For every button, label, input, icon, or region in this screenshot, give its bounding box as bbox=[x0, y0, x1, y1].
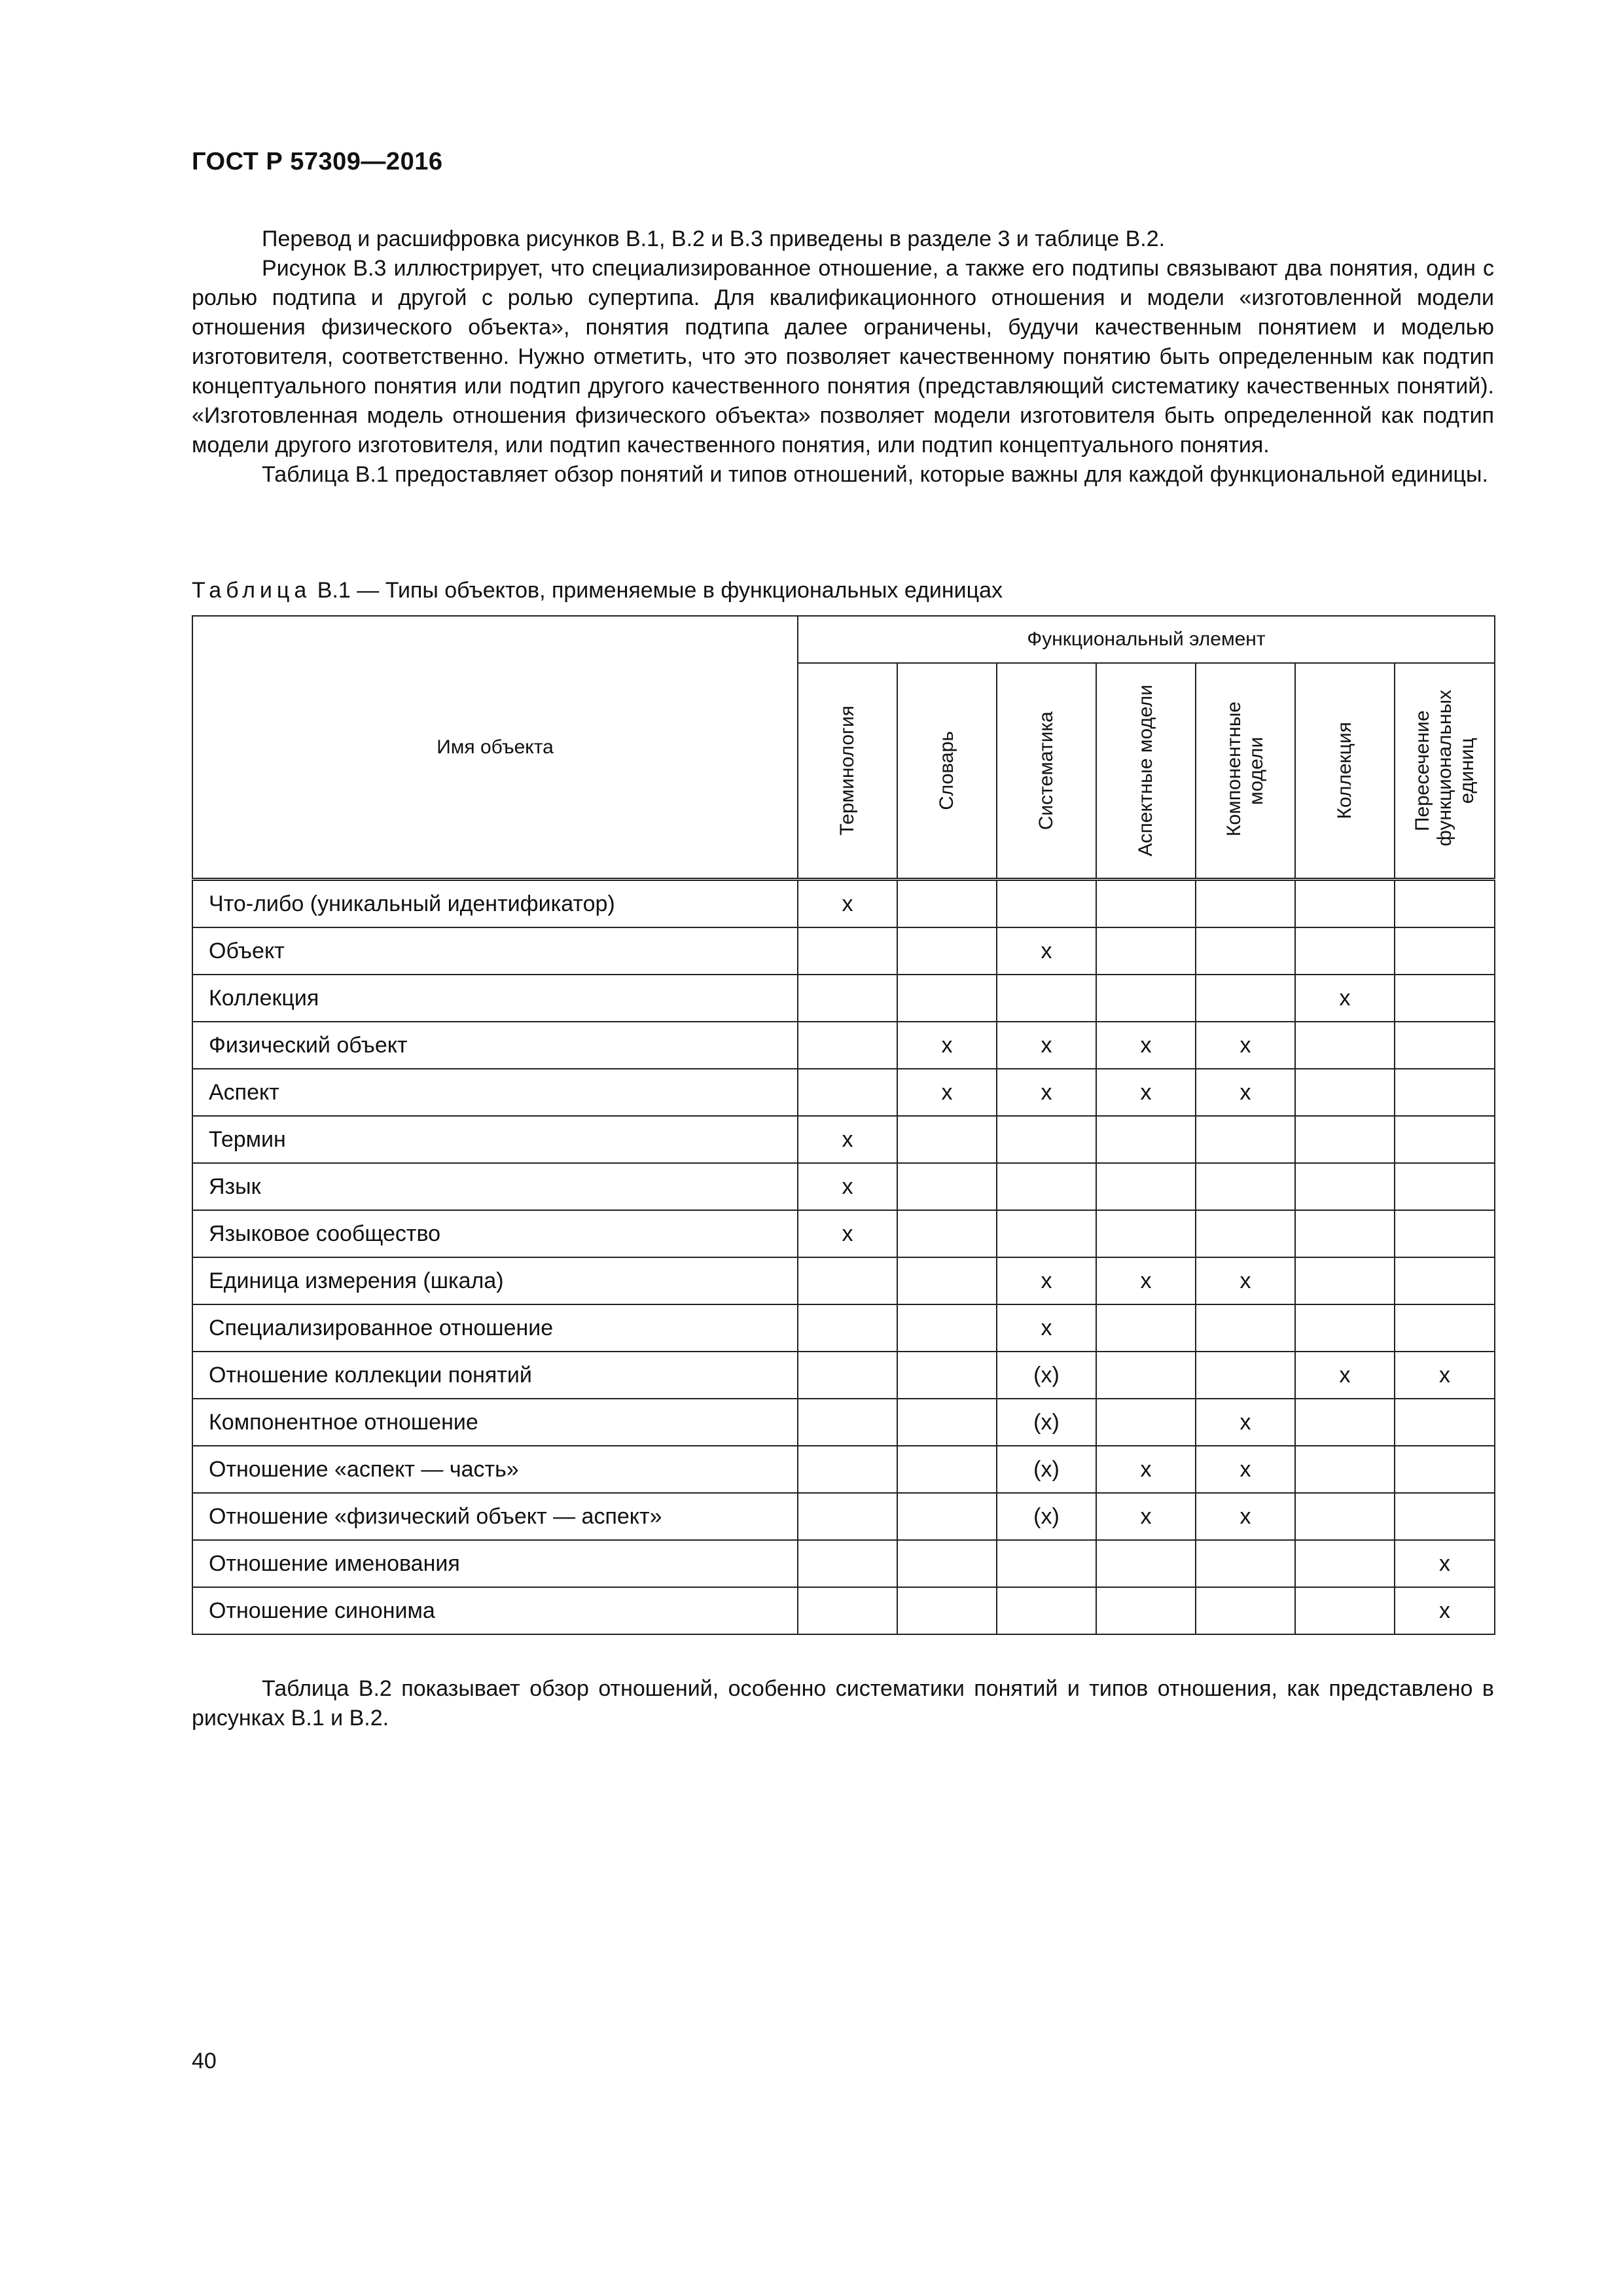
table-row bbox=[192, 1022, 1495, 1069]
mark-cell bbox=[798, 1587, 897, 1634]
mark-cell bbox=[897, 1587, 997, 1634]
mark-cell bbox=[1096, 1210, 1196, 1257]
mark-cell bbox=[997, 1116, 1096, 1163]
mark-cell: x bbox=[1096, 1493, 1196, 1540]
mark-cell bbox=[1295, 1163, 1395, 1210]
column-header-label: Аспектные модели bbox=[1135, 685, 1156, 857]
column-header bbox=[997, 663, 1096, 880]
mark-cell: x bbox=[1096, 1257, 1196, 1304]
mark-cell bbox=[1395, 1304, 1495, 1352]
column-header bbox=[798, 663, 897, 880]
mark-cell bbox=[1395, 880, 1495, 928]
mark-cell bbox=[1096, 975, 1196, 1022]
mark-cell bbox=[897, 1304, 997, 1352]
mark-cell bbox=[1096, 1587, 1196, 1634]
mark-cell bbox=[1196, 1210, 1295, 1257]
mark-cell bbox=[1196, 1163, 1295, 1210]
mark-cell: x bbox=[1096, 1069, 1196, 1116]
after-table-text bbox=[192, 1674, 1494, 1733]
mark-cell: x bbox=[1395, 1352, 1495, 1399]
mark-cell: (x) bbox=[997, 1446, 1096, 1493]
mark-cell: x bbox=[1196, 1257, 1295, 1304]
document-code-header: ГОСТ Р 57309—2016 bbox=[192, 148, 443, 175]
mark-cell bbox=[997, 1587, 1096, 1634]
table-row bbox=[192, 927, 1495, 975]
mark-cell bbox=[897, 1399, 997, 1446]
mark-cell bbox=[1295, 927, 1395, 975]
mark-cell: x bbox=[1196, 1399, 1295, 1446]
mark-cell: x bbox=[997, 1304, 1096, 1352]
table-row bbox=[192, 1352, 1495, 1399]
mark-cell: x bbox=[897, 1022, 997, 1069]
intro-paragraph-2: Рисунок В.3 иллюстрирует, что специализированное отношение, а также его подтипы связывают два понятия, один с ролью подтипа и другой с ролью супертипа. Для квалификационного отношения и модели «изготовленной модели отношения физического объекта», понятия подтипа далее ограничены, будучи качественным понятием и моделью изготовителя, соответственно. Нужно отметить, что это позволяет качественному понятию быть определенным как подтип концептуального понятия или подтип другого качественного понятия (представляющий систематику качественных понятий). «Изготовленная модель отношения физического объекта» позволяет модели изготовителя быть определенной как подтип модели другого изготовителя, или подтип качественного понятия, или подтип концептуального понятия. bbox=[192, 256, 1494, 457]
table-caption bbox=[192, 576, 1003, 605]
object-types-table bbox=[192, 615, 1495, 1635]
column-header bbox=[897, 663, 997, 880]
column-header bbox=[1096, 663, 1196, 880]
object-name-cell: Единица измерения (шкала) bbox=[192, 1257, 798, 1304]
mark-cell: x bbox=[798, 1116, 897, 1163]
mark-cell bbox=[1196, 880, 1295, 928]
mark-cell bbox=[997, 975, 1096, 1022]
mark-cell bbox=[1395, 1210, 1495, 1257]
table-caption-label: Таблица bbox=[192, 578, 312, 603]
table-row bbox=[192, 1540, 1495, 1587]
mark-cell bbox=[1096, 880, 1196, 928]
object-name-cell: Отношение «аспект — часть» bbox=[192, 1446, 798, 1493]
mark-cell bbox=[897, 927, 997, 975]
object-name-cell: Отношение «физический объект — аспект» bbox=[192, 1493, 798, 1540]
mark-cell bbox=[1295, 1540, 1395, 1587]
mark-cell bbox=[997, 1210, 1096, 1257]
mark-cell: x bbox=[897, 1069, 997, 1116]
mark-cell: x bbox=[1395, 1587, 1495, 1634]
column-header-label: Словарь bbox=[936, 731, 957, 810]
table-row bbox=[192, 1116, 1495, 1163]
mark-cell bbox=[1295, 1210, 1395, 1257]
mark-cell bbox=[1295, 1257, 1395, 1304]
mark-cell bbox=[897, 975, 997, 1022]
table-row bbox=[192, 1304, 1495, 1352]
column-header bbox=[1196, 663, 1295, 880]
mark-cell bbox=[1395, 1116, 1495, 1163]
mark-cell bbox=[1395, 975, 1495, 1022]
mark-cell: x bbox=[997, 1257, 1096, 1304]
mark-cell: x bbox=[997, 927, 1096, 975]
mark-cell bbox=[1295, 880, 1395, 928]
object-name-cell: Коллекция bbox=[192, 975, 798, 1022]
mark-cell bbox=[1295, 1493, 1395, 1540]
mark-cell bbox=[1196, 1116, 1295, 1163]
page-number: 40 bbox=[192, 2049, 217, 2073]
mark-cell bbox=[897, 1493, 997, 1540]
mark-cell bbox=[798, 1540, 897, 1587]
mark-cell bbox=[1395, 1493, 1495, 1540]
mark-cell bbox=[1295, 1446, 1395, 1493]
mark-cell bbox=[1395, 1163, 1495, 1210]
intro-paragraph-3: Таблица В.1 предоставляет обзор понятий и типов отношений, которые важны для каждой функциональной единицы. bbox=[262, 462, 1488, 487]
mark-cell bbox=[897, 1446, 997, 1493]
mark-cell bbox=[798, 1022, 897, 1069]
mark-cell bbox=[897, 1257, 997, 1304]
after-paragraph-1: Таблица В.2 показывает обзор отношений, особенно систематики понятий и типов отношения, как представлено в рисунках В.1 и В.2. bbox=[192, 1676, 1494, 1731]
mark-cell bbox=[1196, 1587, 1295, 1634]
object-name-cell: Что-либо (уникальный идентификатор) bbox=[192, 880, 798, 928]
table-row bbox=[192, 1163, 1495, 1210]
mark-cell: (x) bbox=[997, 1493, 1096, 1540]
mark-cell bbox=[1395, 927, 1495, 975]
mark-cell bbox=[1196, 927, 1295, 975]
mark-cell bbox=[798, 1257, 897, 1304]
mark-cell bbox=[1096, 1352, 1196, 1399]
mark-cell bbox=[1295, 1304, 1395, 1352]
mark-cell bbox=[997, 880, 1096, 928]
mark-cell bbox=[798, 1304, 897, 1352]
mark-cell bbox=[1096, 1540, 1196, 1587]
mark-cell: x bbox=[1196, 1069, 1295, 1116]
mark-cell: x bbox=[1096, 1446, 1196, 1493]
mark-cell bbox=[1295, 1587, 1395, 1634]
table-row bbox=[192, 1257, 1495, 1304]
column-header-label: Компонентные модели bbox=[1223, 701, 1267, 836]
object-name-cell: Языковое сообщество bbox=[192, 1210, 798, 1257]
mark-cell: (x) bbox=[997, 1399, 1096, 1446]
mark-cell bbox=[798, 927, 897, 975]
mark-cell bbox=[798, 1446, 897, 1493]
mark-cell: x bbox=[997, 1022, 1096, 1069]
mark-cell bbox=[798, 975, 897, 1022]
mark-cell bbox=[1096, 1163, 1196, 1210]
mark-cell bbox=[798, 1352, 897, 1399]
mark-cell bbox=[1196, 1352, 1295, 1399]
mark-cell bbox=[897, 880, 997, 928]
table-row bbox=[192, 1210, 1495, 1257]
object-name-header: Имя объекта bbox=[192, 616, 798, 880]
mark-cell: x bbox=[1395, 1540, 1495, 1587]
mark-cell: x bbox=[798, 1163, 897, 1210]
functional-element-header: Функциональный элемент bbox=[798, 616, 1495, 663]
table-row bbox=[192, 880, 1495, 928]
table-row bbox=[192, 975, 1495, 1022]
mark-cell bbox=[1395, 1022, 1495, 1069]
table-row bbox=[192, 1399, 1495, 1446]
mark-cell bbox=[897, 1352, 997, 1399]
mark-cell: x bbox=[1096, 1022, 1196, 1069]
table-caption-text: В.1 — Типы объектов, применяемые в функциональных единицах bbox=[317, 578, 1003, 603]
mark-cell: x bbox=[1196, 1446, 1295, 1493]
mark-cell: x bbox=[1295, 1352, 1395, 1399]
mark-cell bbox=[1295, 1116, 1395, 1163]
intro-text bbox=[192, 224, 1494, 490]
mark-cell: x bbox=[798, 1210, 897, 1257]
intro-paragraph-1: Перевод и расшифровка рисунков В.1, В.2 и В.3 приведены в разделе 3 и таблице В.2. bbox=[262, 226, 1166, 251]
object-name-cell: Объект bbox=[192, 927, 798, 975]
object-name-cell: Специализированное отношение bbox=[192, 1304, 798, 1352]
object-name-cell: Отношение коллекции понятий bbox=[192, 1352, 798, 1399]
mark-cell bbox=[1395, 1069, 1495, 1116]
mark-cell bbox=[1196, 1304, 1295, 1352]
mark-cell: x bbox=[1196, 1493, 1295, 1540]
column-header-label: Пересечение функциональных единиц bbox=[1411, 689, 1478, 846]
object-name-cell: Язык bbox=[192, 1163, 798, 1210]
object-name-cell: Аспект bbox=[192, 1069, 798, 1116]
mark-cell: (x) bbox=[997, 1352, 1096, 1399]
mark-cell bbox=[1295, 1399, 1395, 1446]
mark-cell bbox=[997, 1163, 1096, 1210]
object-name-cell: Отношение именования bbox=[192, 1540, 798, 1587]
mark-cell: x bbox=[1295, 975, 1395, 1022]
mark-cell bbox=[1096, 1304, 1196, 1352]
mark-cell: x bbox=[798, 880, 897, 928]
mark-cell bbox=[1096, 927, 1196, 975]
table-row bbox=[192, 1446, 1495, 1493]
column-header-label: Коллекция bbox=[1334, 722, 1355, 819]
mark-cell: x bbox=[1196, 1022, 1295, 1069]
mark-cell bbox=[897, 1210, 997, 1257]
column-header bbox=[1295, 663, 1395, 880]
mark-cell bbox=[897, 1116, 997, 1163]
table-row bbox=[192, 1587, 1495, 1634]
mark-cell: x bbox=[997, 1069, 1096, 1116]
object-name-cell: Физический объект bbox=[192, 1022, 798, 1069]
table-row bbox=[192, 1493, 1495, 1540]
object-name-cell: Отношение синонима bbox=[192, 1587, 798, 1634]
mark-cell bbox=[997, 1540, 1096, 1587]
column-header-label: Терминология bbox=[836, 706, 858, 836]
mark-cell bbox=[1395, 1257, 1495, 1304]
mark-cell bbox=[798, 1399, 897, 1446]
mark-cell bbox=[897, 1163, 997, 1210]
mark-cell bbox=[1395, 1399, 1495, 1446]
column-header-label: Систематика bbox=[1035, 711, 1057, 831]
mark-cell bbox=[1295, 1022, 1395, 1069]
mark-cell bbox=[1196, 975, 1295, 1022]
object-name-cell: Термин bbox=[192, 1116, 798, 1163]
column-header bbox=[1395, 663, 1495, 880]
mark-cell bbox=[1096, 1116, 1196, 1163]
mark-cell bbox=[1295, 1069, 1395, 1116]
mark-cell bbox=[1395, 1446, 1495, 1493]
mark-cell bbox=[1196, 1540, 1295, 1587]
table-row bbox=[192, 1069, 1495, 1116]
mark-cell bbox=[897, 1540, 997, 1587]
mark-cell bbox=[1096, 1399, 1196, 1446]
mark-cell bbox=[798, 1069, 897, 1116]
mark-cell bbox=[798, 1493, 897, 1540]
object-name-cell: Компонентное отношение bbox=[192, 1399, 798, 1446]
